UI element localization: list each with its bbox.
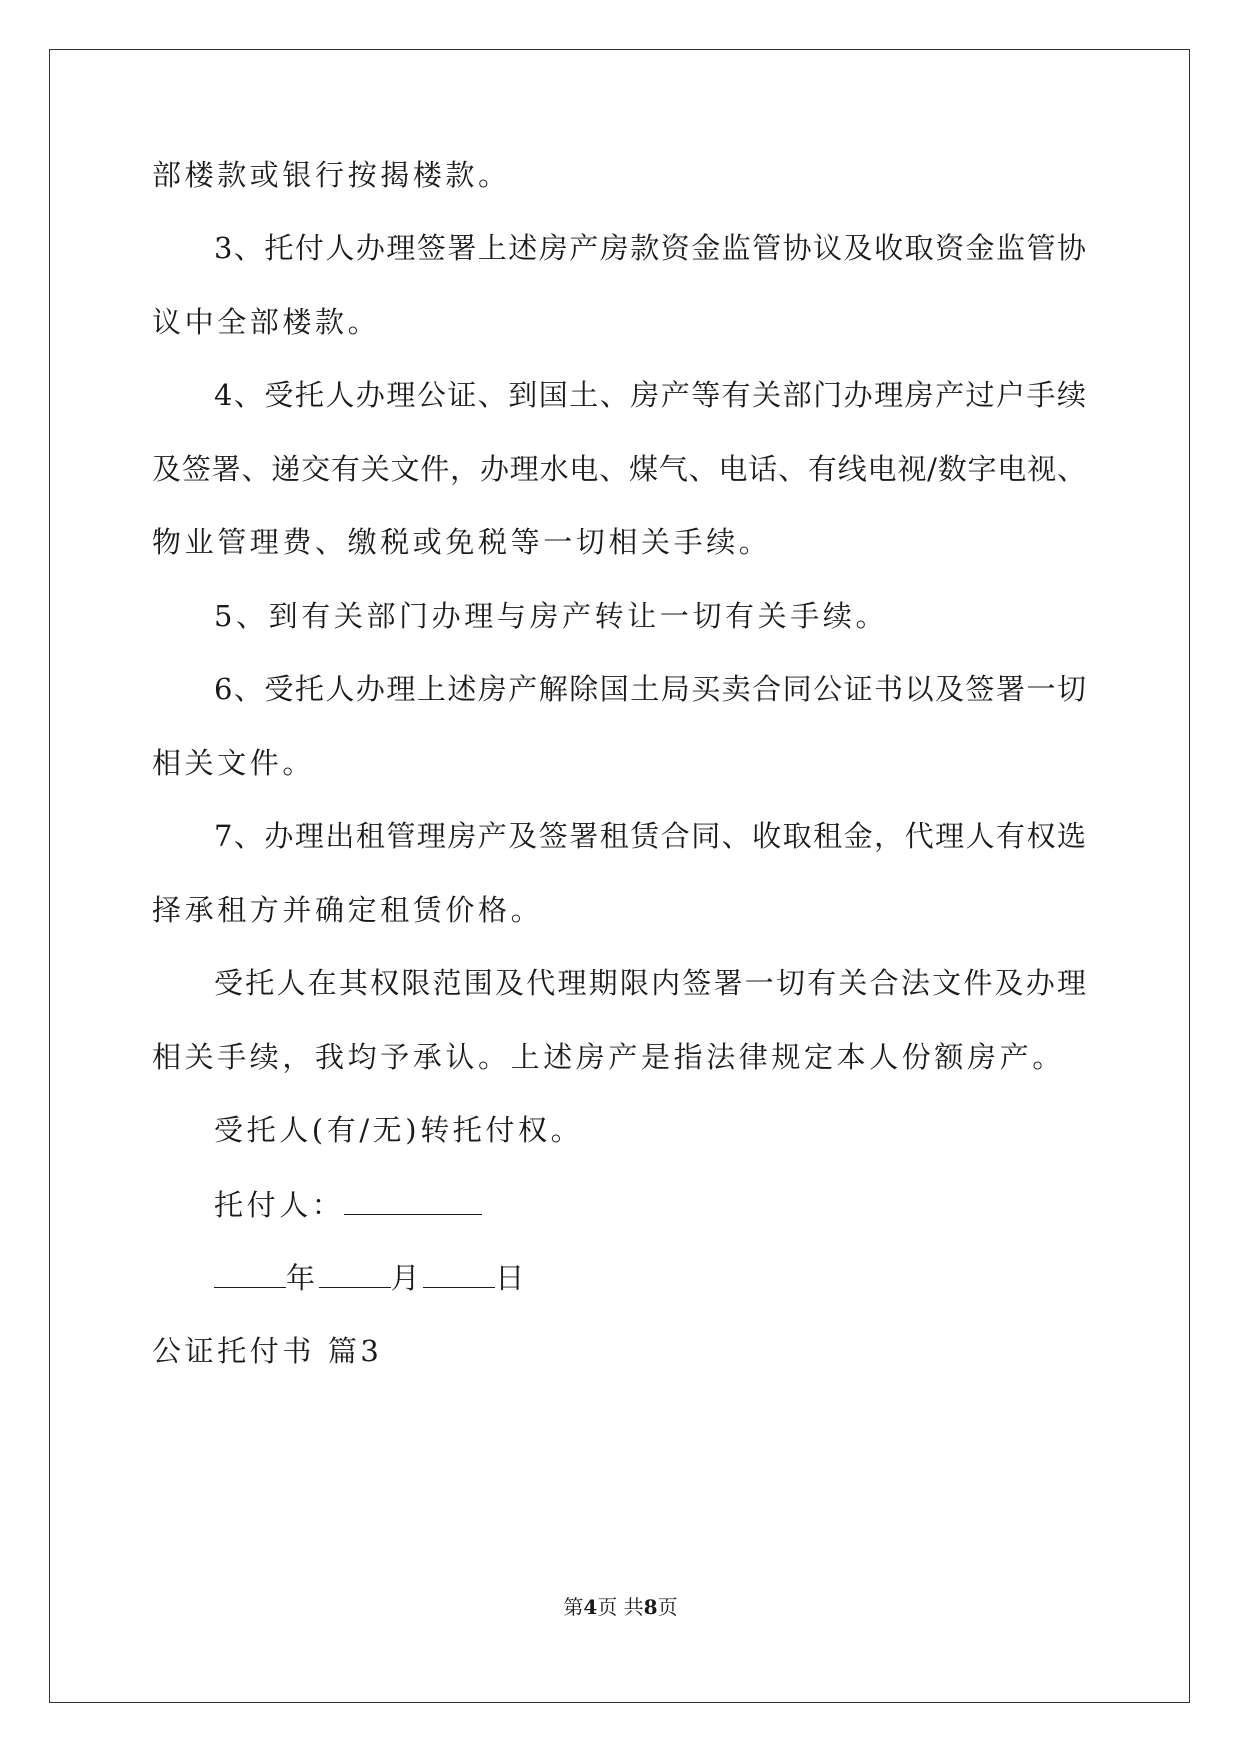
paragraph-line: 5、到有关部门办理与房产转让一切有关手续。 [214, 599, 889, 633]
paragraph-line: 7、办理出租管理房产及签署租赁合同、收取租金，代理人有权选 [214, 819, 1086, 853]
paragraph-line: 相关文件。 [152, 746, 316, 780]
year-label: 年 [286, 1261, 319, 1295]
paragraph-line: 相关手续，我均予承认。上述房产是指法律规定本人份额房产。 [152, 1040, 1065, 1074]
signature-line [214, 1184, 482, 1225]
signature-label: 托付人： [214, 1188, 345, 1222]
paragraph-line: 4、受托人办理公证、到国土、房产等有关部门办理房产过户手续 [214, 378, 1086, 412]
current-page: 4 [583, 1595, 598, 1619]
paragraph-line: 6、受托人办理上述房产解除国土局买卖合同公证书以及签署一切 [214, 672, 1086, 706]
paragraph-line: 受托人在其权限范围及代理期限内签署一切有关合法文件及办理 [214, 966, 1086, 1000]
month-label: 月 [390, 1261, 424, 1295]
total-pages: 8 [643, 1595, 658, 1619]
page-number [0, 1594, 1241, 1620]
paragraph-line: 部楼款或银行按揭楼款。 [152, 158, 511, 192]
section-heading: 公证托付书 篇3 [152, 1334, 383, 1368]
paragraph-line: 3、托付人办理签署上述房产房款资金监管协议及收取资金监管协 [214, 231, 1086, 265]
paragraph-line: 受托人(有/无)转托付权。 [214, 1113, 584, 1147]
page-number-mid: 页 共 [597, 1595, 644, 1619]
page-border [49, 49, 1190, 1703]
paragraph-line: 择承租方并确定租赁价格。 [152, 893, 544, 927]
day-label: 日 [495, 1261, 528, 1295]
date-line [214, 1257, 528, 1298]
page-number-suffix: 页 [657, 1595, 678, 1619]
day-blank [423, 1257, 495, 1288]
paragraph-line: 物业管理费、缴税或免税等一切相关手续。 [152, 525, 772, 559]
page-number-prefix: 第 [563, 1595, 584, 1619]
year-blank [214, 1257, 286, 1288]
paragraph-line: 及签署、递交有关文件，办理水电、煤气、电话、有线电视/数字电视、 [152, 452, 1086, 486]
month-blank [319, 1257, 391, 1288]
paragraph-line: 议中全部楼款。 [152, 305, 381, 339]
signature-blank [344, 1184, 482, 1215]
